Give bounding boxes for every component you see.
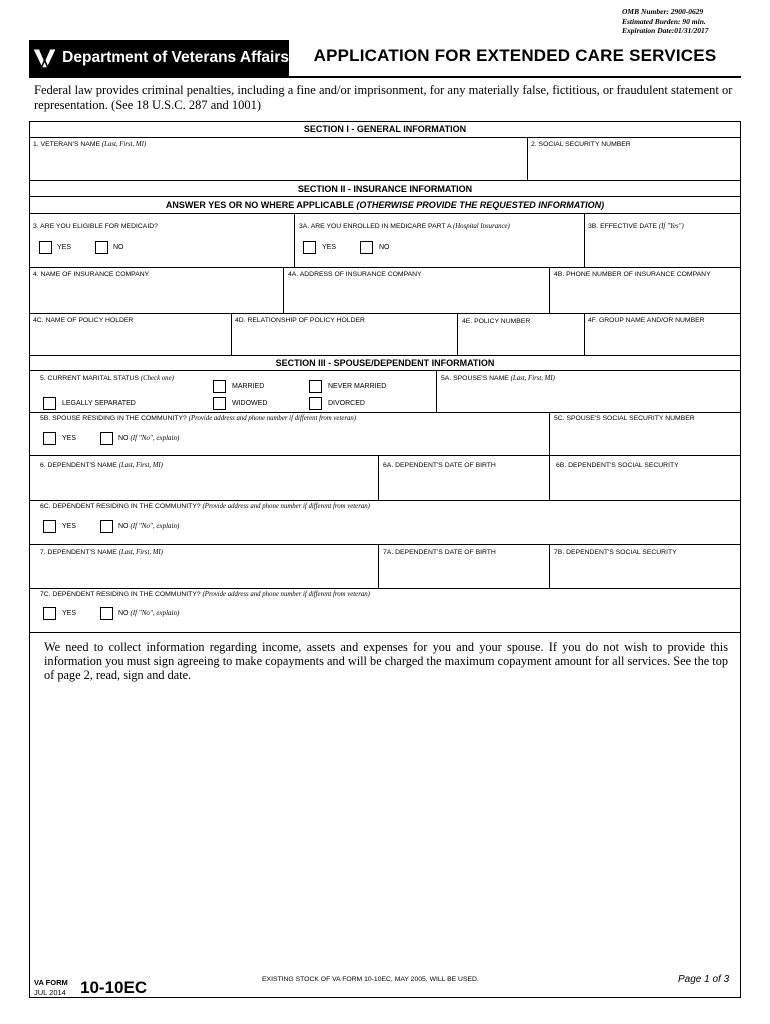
- divider: [378, 455, 379, 500]
- no-explain-hint: (If "No", explain): [130, 434, 180, 442]
- field-3-no-checkbox[interactable]: [95, 241, 108, 254]
- field-6b-dependent-ssn[interactable]: [556, 461, 679, 470]
- field-4c-label: 4C. NAME OF POLICY HOLDER: [33, 317, 134, 324]
- field-3a-label: 3A. ARE YOU ENROLLED IN MEDICARE PART A: [299, 223, 452, 230]
- field-3-yes-checkbox[interactable]: [39, 241, 52, 254]
- no-text: NO: [118, 610, 129, 617]
- field-6c-yes-checkbox[interactable]: [43, 520, 56, 533]
- widowed-label: WIDOWED: [232, 400, 268, 407]
- field-6c-no-checkbox[interactable]: [100, 520, 113, 533]
- widowed-checkbox[interactable]: [213, 397, 226, 410]
- field-7c-dependent-community: [40, 590, 370, 599]
- divider: [29, 500, 741, 501]
- field-7a-label: 7A. DEPENDENT'S DATE OF BIRTH: [383, 549, 496, 556]
- field-4-insurance-company[interactable]: [33, 270, 149, 279]
- field-6a-label: 6A. DEPENDENT'S DATE OF BIRTH: [383, 462, 496, 469]
- field-5-marital-status: [40, 374, 174, 383]
- field-4f-group-name[interactable]: [588, 316, 705, 325]
- section-2-subheader: [29, 196, 741, 213]
- field-3a-hint: (Hospital Insurance): [453, 223, 510, 230]
- divider: [549, 412, 550, 500]
- field-5b-yes-checkbox[interactable]: [43, 432, 56, 445]
- field-4a-insurance-address[interactable]: [288, 270, 422, 279]
- never-married-label: NEVER MARRIED: [328, 383, 387, 390]
- divider: [29, 137, 741, 138]
- field-3b-label: 3B. EFFECTIVE DATE: [588, 223, 657, 230]
- field-3b-hint: (If "Yes"): [658, 223, 684, 230]
- field-4a-label: 4A. ADDRESS OF INSURANCE COMPANY: [288, 271, 422, 278]
- field-6c-hint: (Provide address and phone number if different from veteran): [202, 503, 370, 510]
- legally-separated-label: LEGALLY SEPARATED: [62, 400, 136, 407]
- divider: [436, 370, 437, 412]
- field-5-hint: (Check one): [140, 375, 174, 382]
- field-6b-label: 6B. DEPENDENT'S SOCIAL SECURITY: [556, 462, 679, 469]
- subheader-text: ANSWER YES OR NO WHERE APPLICABLE: [165, 200, 357, 210]
- field-7c-hint: (Provide address and phone number if different from veteran): [202, 591, 370, 598]
- field-4e-label: 4E. POLICY NUMBER: [462, 318, 531, 325]
- field-3-yes-label: YES: [57, 244, 72, 251]
- field-7-dependent-name[interactable]: [40, 548, 163, 557]
- field-4b-label: 4B. PHONE NUMBER OF INSURANCE COMPANY: [554, 271, 711, 278]
- field-6a-dependent-dob[interactable]: [383, 461, 496, 470]
- field-5b-label: 5B. SPOUSE RESIDING IN THE COMMUNITY?: [40, 415, 187, 422]
- divider: [549, 267, 550, 313]
- divorced-checkbox[interactable]: [309, 397, 322, 410]
- field-3a-no-label: NO: [379, 244, 390, 251]
- va-seal-icon: [33, 44, 56, 72]
- no-explain-hint: (If "No", explain): [130, 609, 180, 617]
- form-title: APPLICATION FOR EXTENDED CARE SERVICES: [313, 46, 717, 65]
- divider: [457, 313, 458, 355]
- footer-page-number: Page 1 of 3: [678, 974, 730, 985]
- field-4b-insurance-phone[interactable]: [554, 270, 711, 279]
- divider: [378, 544, 379, 588]
- divider: [283, 267, 284, 313]
- field-1-label: 1. VETERAN'S NAME: [33, 141, 101, 148]
- field-5b-no-checkbox[interactable]: [100, 432, 113, 445]
- never-married-checkbox[interactable]: [309, 380, 322, 393]
- field-4f-label: 4F. GROUP NAME AND/OR NUMBER: [588, 317, 705, 324]
- field-7-label: 7. DEPENDENT'S NAME: [40, 549, 117, 556]
- field-7b-label: 7B. DEPENDENT'S SOCIAL SECURITY: [554, 549, 677, 556]
- omb-burden: Estimated Burden: 90 min.: [622, 16, 706, 26]
- field-6-hint: (Last, First, MI): [118, 462, 163, 469]
- field-7c-label: 7C. DEPENDENT RESIDING IN THE COMMUNITY?: [40, 591, 201, 598]
- section-3-header: SECTION III - SPOUSE/DEPENDENT INFORMATION: [29, 355, 741, 370]
- divider: [584, 313, 585, 355]
- divider: [29, 632, 741, 633]
- field-3-no-label: NO: [113, 244, 124, 251]
- field-1-veteran-name[interactable]: [33, 140, 146, 149]
- field-3a-yes-checkbox[interactable]: [303, 241, 316, 254]
- field-5c-spouse-ssn[interactable]: [554, 414, 695, 423]
- divider: [29, 588, 741, 589]
- field-1-hint: (Last, First, MI): [101, 141, 147, 148]
- field-7c-yes-checkbox[interactable]: [43, 607, 56, 620]
- divider: [29, 267, 741, 268]
- field-5a-label: 5A. SPOUSE'S NAME: [441, 375, 509, 382]
- field-4d-relationship[interactable]: [235, 316, 365, 325]
- field-3a-no-checkbox[interactable]: [360, 241, 373, 254]
- divider: [29, 412, 741, 413]
- omb-number: OMB Number: 2900-0629: [622, 7, 704, 16]
- field-5a-hint: (Last, First, MI): [510, 375, 555, 382]
- field-2-ssn[interactable]: [531, 140, 631, 149]
- penalty-statement: Federal law provides criminal penalties, including a fine and/or imprisonment, for any materially false, fictitious, or fraudulent statement or representation. (See 18 U.S.C. 287 and 1001): [34, 83, 733, 112]
- divider: [29, 313, 741, 314]
- omb-info: [622, 7, 708, 36]
- field-6-label: 6. DEPENDENT'S NAME: [40, 462, 117, 469]
- no-explain-hint: (If "No", explain): [130, 522, 180, 530]
- divider: [527, 137, 528, 180]
- va-logo-banner: [29, 40, 289, 76]
- field-7c-no-checkbox[interactable]: [100, 607, 113, 620]
- field-5c-label: 5C. SPOUSE'S SOCIAL SECURITY NUMBER: [554, 415, 695, 422]
- divorced-label: DIVORCED: [328, 400, 365, 407]
- footer-form-number: 10-10EC: [80, 978, 148, 997]
- field-2-label: 2. SOCIAL SECURITY NUMBER: [531, 141, 631, 148]
- field-3a-yes-label: YES: [322, 244, 337, 251]
- field-6c-label: 6C. DEPENDENT RESIDING IN THE COMMUNITY?: [40, 503, 201, 510]
- legally-separated-checkbox[interactable]: [43, 397, 56, 410]
- omb-expiration: Expiration Date:01/31/2017: [622, 26, 709, 35]
- divider: [549, 544, 550, 588]
- field-3b-effective-date[interactable]: [588, 222, 684, 231]
- field-4c-policy-holder[interactable]: [33, 316, 133, 325]
- field-5b-spouse-community: [40, 414, 356, 423]
- field-5b-hint: (Provide address and phone number if different from veteran): [188, 415, 357, 422]
- field-7c-yes-label: YES: [62, 610, 77, 617]
- field-5b-yes-label: YES: [62, 435, 77, 442]
- field-4-label: 4. NAME OF INSURANCE COMPANY: [33, 271, 150, 278]
- form-frame: [29, 121, 741, 998]
- married-checkbox[interactable]: [213, 380, 226, 393]
- no-text: NO: [118, 523, 129, 530]
- footer-date: JUL 2014: [34, 988, 66, 997]
- field-3-label: 3. ARE YOU ELIGIBLE FOR MEDICAID?: [33, 223, 158, 230]
- header-rule: [29, 76, 741, 78]
- field-3a-medicare: [299, 222, 510, 231]
- section-1-header: SECTION I - GENERAL INFORMATION: [303, 124, 467, 134]
- income-notice: We need to collect information regarding income, assets and expenses for you and your spouse. If you do not wish to provide this information you must sign agreeing to make copayments and will be charged the maximum copayment amount for all services. See the top of page 2, read, sign and date.: [44, 640, 728, 682]
- subheader-italic-text: (OTHERWISE PROVIDE THE REQUESTED INFORMATION): [356, 200, 605, 210]
- no-text: NO: [118, 435, 129, 442]
- footer-stock-note: EXISTING STOCK OF VA FORM 10-10EC, MAY 2005, WILL BE USED.: [262, 976, 479, 983]
- field-5-label: 5. CURRENT MARITAL STATUS: [40, 375, 139, 382]
- divider: [294, 213, 295, 267]
- field-6-dependent-name[interactable]: [40, 461, 163, 470]
- divider: [29, 213, 741, 214]
- married-label: MARRIED: [232, 383, 265, 390]
- field-5b-no-label: [118, 434, 179, 443]
- field-6c-yes-label: YES: [62, 523, 77, 530]
- field-7a-dependent-dob[interactable]: [383, 548, 496, 557]
- field-5a-spouse-name[interactable]: [441, 374, 555, 383]
- field-3-medicaid: [33, 222, 158, 231]
- divider: [29, 370, 741, 371]
- field-6c-no-label: [118, 522, 179, 531]
- divider: [29, 455, 741, 456]
- divider: [231, 313, 232, 355]
- divider: [29, 544, 741, 545]
- field-4e-policy-number[interactable]: [462, 317, 530, 326]
- footer-va-form: [34, 978, 68, 998]
- field-4d-label: 4D. RELATIONSHIP OF POLICY HOLDER: [235, 317, 365, 324]
- field-7c-no-label: [118, 609, 179, 618]
- footer-va-form-label: VA FORM: [34, 978, 68, 987]
- divider: [584, 213, 585, 267]
- department-name: Department of Veterans Affairs: [62, 49, 289, 66]
- field-7b-dependent-ssn[interactable]: [554, 548, 677, 557]
- field-7-hint: (Last, First, MI): [118, 549, 163, 556]
- section-2-header: SECTION II - INSURANCE INFORMATION: [29, 180, 741, 196]
- field-6c-dependent-community: [40, 502, 370, 511]
